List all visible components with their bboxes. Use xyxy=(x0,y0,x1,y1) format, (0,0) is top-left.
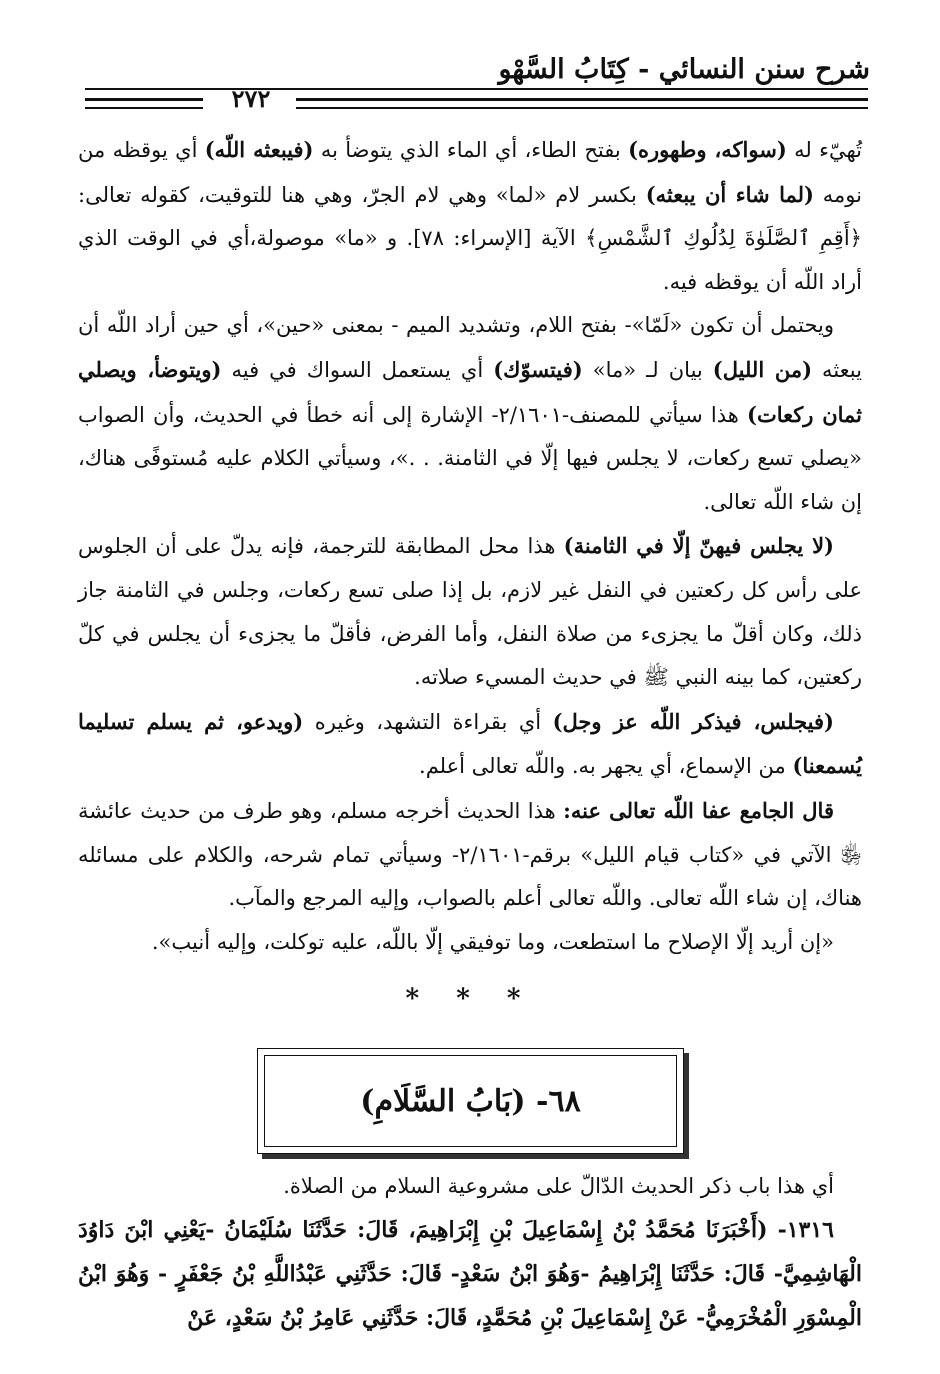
text-run: ويحتمل أن تكون «لَمّا»- بفتح اللام، وتشديد الميم - بمعنى «حين»، أي حين أراد اللّه أن يبعثه xyxy=(78,313,862,382)
bold-quote: (ويتوضأ، ويصلي ثمان ركعات) xyxy=(78,356,862,427)
bold-quote: (لا يجلس فيهنّ إلّا في الثامنة) xyxy=(563,533,834,559)
bold-quote: (فيجلس، فيذكر اللّه عز وجل) xyxy=(552,708,834,734)
text-run: بفتح الطاء، أي الماء الذي يتوضأ به xyxy=(313,138,629,162)
page-number: ٢٧٢ xyxy=(231,84,271,113)
text-run: أي يستعمل السواك في فيه xyxy=(221,357,494,382)
text-run: من الإسماع، أي يجهر به. واللّه تعالى أعلم. xyxy=(419,754,793,779)
paragraph xyxy=(78,921,862,965)
section-separator: * * * xyxy=(405,984,535,1014)
text-run: هذا محل المطابقة للترجمة، فإنه يدلّ على أن الجلوس على رأس كل ركعتين في النفل غير لازم، بل إذا صلى تسع ركعات، وجلس في الثامنة جاز ذلك، وكان أقلّ ما يجزىء من صلاة النفل، وأما الفرض، فأقلّ ما يجزىء أن يجلس في كلّ ركعتين، كما بينه النبي ﷺ في حديث المسيء صلاته. xyxy=(78,534,862,690)
chapter-title: ٦٨- (بَابُ السَّلَامِ) xyxy=(360,1083,581,1119)
paragraph xyxy=(78,700,862,789)
chapter-intro: أي هذا باب ذكر الحديث الدّالّ على مشروعية السلام من الصلاة. xyxy=(283,1174,834,1198)
text-run: «إن أريد إلّا الإصلاح ما استطعت، وما توفيقي إلّا باللّه، عليه توكلت، وإليه أنيب». xyxy=(151,929,834,954)
text-run: أي يوقظه من نومه xyxy=(78,138,862,207)
paragraph xyxy=(78,524,862,699)
chapter-body xyxy=(78,1164,862,1340)
text-run: بيان لـ «ما» xyxy=(582,357,713,382)
bold-quote: (فيبعثه اللّه) xyxy=(204,137,314,162)
header-rule xyxy=(296,98,868,101)
paragraph xyxy=(78,128,862,304)
header-rule xyxy=(85,88,868,90)
running-head: شرح سنن النسائي - كِتَابُ السَّهْو xyxy=(498,54,870,85)
text-run: بكسر لام «لما» وهي لام الجرّ، وهي هنا للتوقيت، كقوله تعالى: ﴿أَقِمِ ٱلصَّلَوٰةَ لِدُلُوكِ ٱلشَّمْسِ﴾ الآية [الإسراء: ٧٨]. و «ما» موصولة،أي في الوقت الذي أراد اللّه أن يوقظه فيه. xyxy=(78,182,862,294)
header-rule xyxy=(85,107,203,109)
bold-quote: قال الجامع عفا اللّه تعالى عنه: xyxy=(563,797,834,823)
bold-quote: (فيتسوّك) xyxy=(493,356,583,382)
bold-quote: (لما شاء أن يبعثه) xyxy=(645,181,814,207)
bold-quote: (من الليل) xyxy=(712,356,813,382)
text-run: تُهيّء له xyxy=(786,138,863,162)
paragraph xyxy=(78,789,862,921)
bold-quote: (سواكه، وطهوره) xyxy=(628,137,787,162)
text-run: هذا الحديث أخرجه مسلم، وهو طرف من حديث عائشة ﵂ الآتي في «كتاب قيام الليل» برقم-٢/١٦٠١- وسيأتي تمام شرحه، والكلام على مسائله هناك، إن شاء اللّه تعالى. واللّه تعالى أعلم بالصواب، وإليه المرجع والمآب. xyxy=(78,798,862,911)
paragraph xyxy=(78,304,862,524)
chapter-heading-box xyxy=(257,1048,684,1154)
text-run: أي بقراءة التشهد، وغيره xyxy=(303,709,553,734)
text-run: هذا سيأتي للمصنف-٢/١٦٠١- الإشارة إلى أنه خطأ في الحديث، وأن الصواب «يصلي تسع ركعات، لا يجلس فيها إلّا في الثامنة. . .»، وسيأتي الكلام عليه مُستوفًى هناك، إن شاء اللّه تعالى. xyxy=(78,402,862,514)
commentary-body xyxy=(78,128,862,964)
header-rule xyxy=(296,107,868,109)
hadith-text: ١٣١٦- (أَخْبَرَنَا مُحَمَّدُ بْنُ إِسْمَاعِيلَ بْنِ إِبْرَاهِيمَ، قَالَ: حَدَّثَنَا سُلَيْمَانُ -يَعْنِي ابْنَ دَاوُدَ الْهَاشِمِيَّ- قَالَ: حَدَّثَنَا إِبْرَاهِيمُ -وَهُوَ ابْنُ سَعْدٍ- قَالَ: حَدَّثَنِي عَبْدُاللَّهِ بْنُ جَعْفَرٍ - وَهُوَ ابْنُ الْمِسْوَرِ الْمُخْرَمِيُّ- عَنْ إِسْمَاعِيلَ بْنِ مُحَمَّدٍ، قَالَ: حَدَّثَنِي عَامِرُ بْنُ سَعْدٍ، عَنْ xyxy=(78,1217,862,1331)
bold-quote: (ويدعو، ثم يسلم تسليما يُسمعنا) xyxy=(78,708,862,779)
header-rule xyxy=(85,98,203,101)
